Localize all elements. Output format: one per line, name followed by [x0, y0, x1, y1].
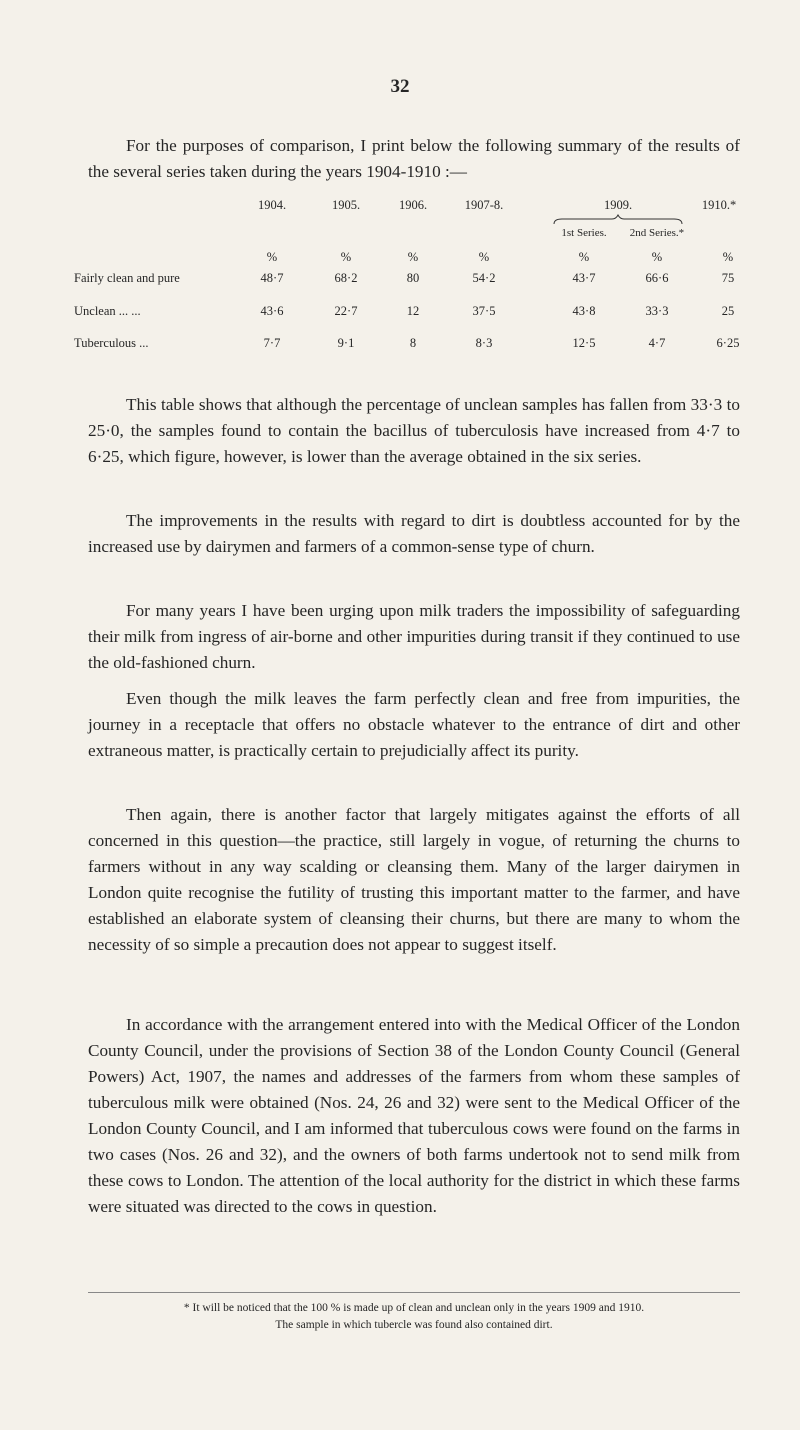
footnote-line: The sample in which tubercle was found also contained dirt.	[275, 1319, 553, 1331]
row-label: Tuberculous ...	[74, 336, 149, 350]
body-paragraph: The improvements in the results with regard to dirt is doubtless accounted for by the increased use by dairymen and farmers of a common-sense type of churn.	[88, 511, 740, 556]
year-header-1909: 1909.	[603, 198, 633, 212]
year-header-1907-8: 1907-8.	[464, 198, 504, 212]
table-cell: 80	[406, 271, 420, 285]
percent-sign: %	[651, 250, 663, 264]
table-cell: 25	[721, 304, 735, 318]
body-paragraph: In accordance with the arrangement entered into with the Medical Officer of the London County Council, under the provisions of Section 38 of the London County Council (General Powers) Act, 1907, the names and addresses of the farmers from whom these samples of tuberculous milk were obtained (Nos. 24, 26 and 32) were sent to the Medical Officer of the London County Council, and I am informed that tuberculous cows were found on the farms in two cases (Nos. 26 and 32), and the owners of both farms undertook not to send milk from these cows to London. The attention of the local authority for the district in which these farms were situated was directed to the cows in question.	[88, 1015, 740, 1216]
table-cell: 43·8	[572, 304, 596, 318]
table-cell: 75	[721, 271, 735, 285]
body-paragraph: For many years I have been urging upon milk traders the impossibility of safeguarding their milk from ingress of air-borne and other impurities during transit if they continued to use the old-fashioned churn.	[88, 601, 740, 672]
year-header-1910: 1910.*	[701, 198, 737, 212]
table-cell: 68·2	[334, 271, 358, 285]
row-label: Fairly clean and pure	[74, 271, 180, 285]
body-paragraph: Even though the milk leaves the farm perfectly clean and free from impurities, the journey in a receptacle that offers no obstacle whatever to the entrance of dirt and other extraneous matter, is practically certain to prejudicially affect its purity.	[88, 689, 740, 760]
year-header-1904: 1904.	[257, 198, 287, 212]
table-cell: 8·3	[475, 336, 493, 350]
table-cell: 48·7	[260, 271, 284, 285]
percent-sign: %	[578, 250, 590, 264]
row-label: Unclean ... ...	[74, 304, 141, 318]
table-cell: 54·2	[472, 271, 496, 285]
percent-sign: %	[407, 250, 419, 264]
year-header-1906: 1906.	[398, 198, 428, 212]
table-cell: 12·5	[572, 336, 596, 350]
table-cell: 37·5	[472, 304, 496, 318]
table-cell: 43·6	[260, 304, 284, 318]
footnote-line: * It will be noticed that the 100 % is made up of clean and unclean only in the years 1909 and 1910.	[183, 1302, 645, 1314]
table-cell: 9·1	[337, 336, 355, 350]
table-cell: 6·25	[716, 336, 740, 350]
intro-paragraph: For the purposes of comparison, I print below the following summary of the results of the several series taken during the years 1904-1910 :—	[88, 136, 740, 181]
body-paragraph: Then again, there is another factor that largely mitigates against the efforts of all concerned in this question—the practice, still largely in vogue, of returning the churns to farmers without in any way scalding or cleansing them. Many of the larger dairymen in London quite recognise the futility of trusting this important matter to the farmer, and have established an elaborate system of cleansing their churns, but there are many to whom the necessity of so simple a precaution does not appear to suggest itself.	[88, 805, 740, 954]
footnote	[88, 1300, 740, 1334]
table-cell: 43·7	[572, 271, 596, 285]
table-cell: 8	[409, 336, 417, 350]
subheader-1st-series: 1st Series.	[561, 227, 607, 239]
year-header-1905: 1905.	[331, 198, 361, 212]
table-cell: 33·3	[645, 304, 669, 318]
page-number: 32	[390, 76, 410, 97]
table-cell: 12	[406, 304, 420, 318]
table-cell: 4·7	[648, 336, 666, 350]
table-cell: 22·7	[334, 304, 358, 318]
footnote-rule	[88, 1292, 740, 1293]
body-paragraph: This table shows that although the percentage of unclean samples has fallen from 33·3 to 25·0, the samples found to contain the bacillus of tuberculosis have increased from 4·7 to 6·25, which figure, however, is lower than the average obtained in the six series.	[88, 395, 740, 466]
percent-sign: %	[478, 250, 490, 264]
results-summary-table	[74, 194, 744, 364]
percent-sign: %	[722, 250, 734, 264]
table-cell: 7·7	[263, 336, 281, 350]
percent-sign: %	[340, 250, 352, 264]
subheader-2nd-series: 2nd Series.*	[629, 227, 685, 239]
table-cell: 66·6	[645, 271, 669, 285]
series-brace	[552, 214, 684, 226]
percent-sign: %	[266, 250, 278, 264]
